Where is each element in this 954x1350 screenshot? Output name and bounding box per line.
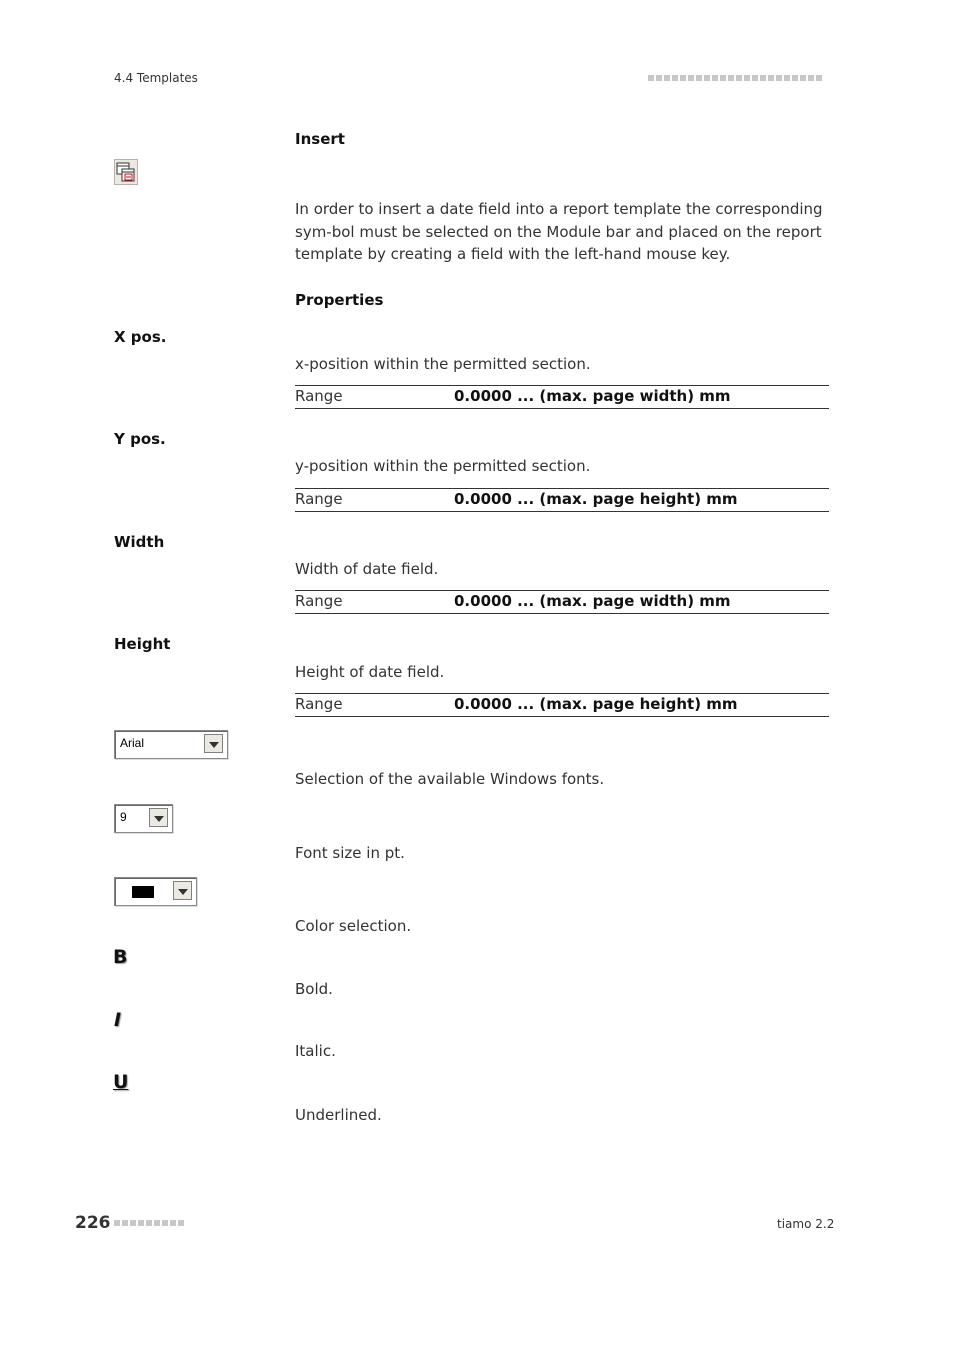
range-table-width (295, 590, 829, 614)
properties-heading: Properties (295, 291, 384, 309)
desc-height: Height of date field. (295, 663, 445, 681)
range-table-y-pos (295, 488, 829, 512)
desc-bold: Bold. (295, 980, 333, 998)
header-decoration (648, 75, 822, 81)
footer-decoration (114, 1220, 184, 1226)
insert-text: In order to insert a date field into a report template the corresponding sym-bol must be selected on the Module bar and placed on the report template by creating a field with the left-hand mouse key. (295, 200, 823, 263)
italic-icon[interactable]: I (114, 1009, 122, 1031)
date-field-icon (114, 159, 138, 185)
color-combobox[interactable] (114, 877, 197, 906)
bold-icon[interactable]: B (113, 946, 128, 968)
term-x-pos: X pos. (114, 328, 167, 346)
range-value: 0.0000 ... (max. page width) mm (454, 387, 731, 405)
range-value: 0.0000 ... (max. page width) mm (454, 592, 731, 610)
font-family-value: Arial (120, 736, 145, 750)
term-y-pos: Y pos. (114, 430, 166, 448)
range-table-height (295, 693, 829, 717)
insert-heading: Insert (295, 130, 345, 148)
page-number: 226 (75, 1213, 111, 1233)
desc-italic: Italic. (295, 1042, 336, 1060)
desc-font: Selection of the available Windows fonts. (295, 770, 605, 788)
desc-underline: Underlined. (295, 1106, 382, 1124)
chevron-down-icon[interactable] (173, 881, 192, 900)
underline-icon[interactable]: U (113, 1071, 129, 1093)
range-value: 0.0000 ... (max. page height) mm (454, 490, 738, 508)
range-table-x-pos (295, 385, 829, 409)
desc-width: Width of date field. (295, 560, 439, 578)
chevron-down-icon[interactable] (149, 808, 168, 827)
font-size-combobox[interactable] (114, 804, 173, 833)
chevron-down-icon[interactable] (204, 734, 223, 753)
running-header-section: 4.4 Templates (114, 71, 198, 85)
font-family-combobox[interactable] (114, 730, 228, 759)
range-value: 0.0000 ... (max. page height) mm (454, 695, 738, 713)
desc-y-pos: y-position within the permitted section. (295, 457, 591, 475)
term-width: Width (114, 533, 165, 551)
term-height: Height (114, 635, 171, 653)
desc-size: Font size in pt. (295, 844, 405, 862)
range-label: Range (295, 387, 343, 405)
font-size-value: 9 (120, 810, 127, 824)
range-label: Range (295, 592, 343, 610)
desc-x-pos: x-position within the permitted section. (295, 355, 591, 373)
product-name: tiamo 2.2 (777, 1217, 835, 1231)
color-swatch (132, 886, 154, 898)
range-label: Range (295, 695, 343, 713)
range-label: Range (295, 490, 343, 508)
desc-color: Color selection. (295, 917, 412, 935)
